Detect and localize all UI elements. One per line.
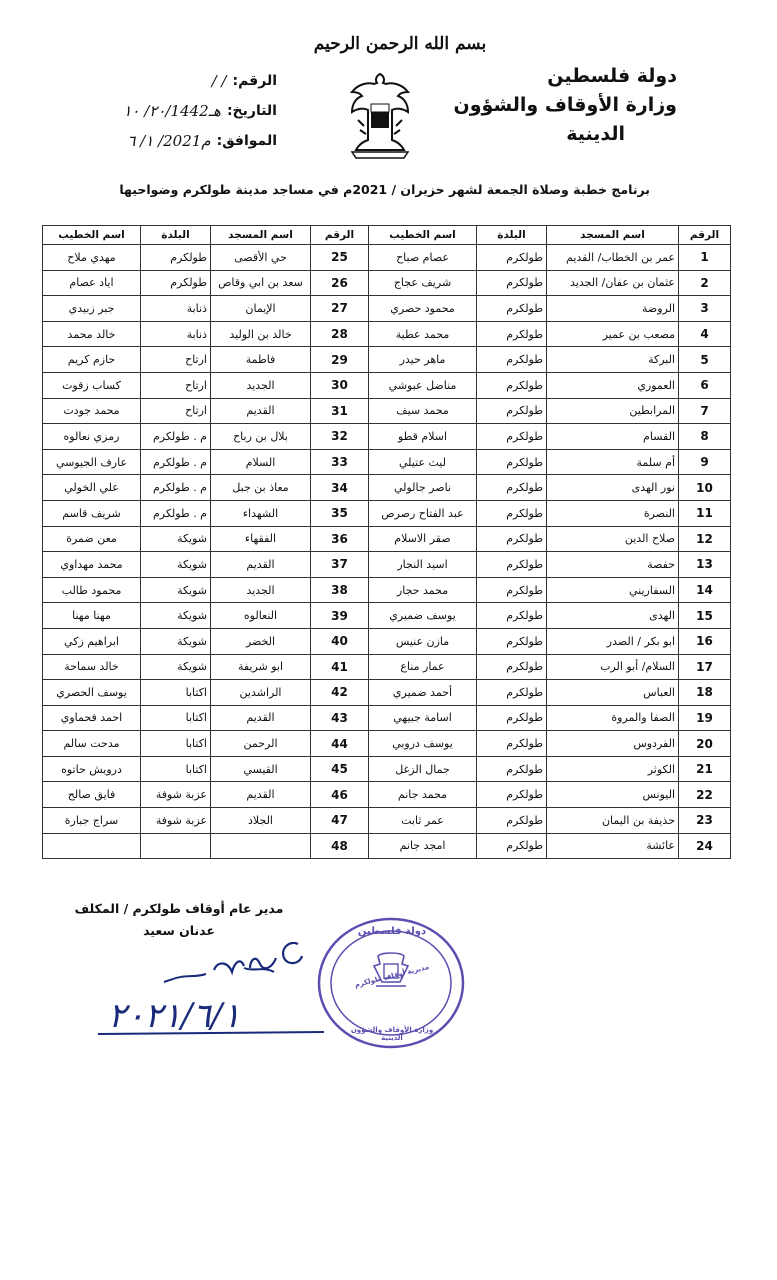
town-name: طولكرم bbox=[477, 782, 547, 808]
town-name: طولكرم bbox=[477, 321, 547, 347]
mosque-name: النعالوه bbox=[211, 603, 311, 629]
mosque-name: ابو بكر / الصدر bbox=[547, 628, 679, 654]
town-name: م . طولكرم bbox=[141, 475, 211, 501]
preacher-name: محمد عطية bbox=[369, 321, 477, 347]
preacher-name: ابراهيم زكي bbox=[43, 628, 141, 654]
town-name: م . طولكرم bbox=[141, 424, 211, 450]
town-name: طولكرم bbox=[477, 500, 547, 526]
preacher-name: فايق صالح bbox=[43, 782, 141, 808]
row-number: 45 bbox=[311, 756, 369, 782]
mosque-name: السلام/ أبو الرب bbox=[547, 654, 679, 680]
mosque-name: القسام bbox=[547, 424, 679, 450]
table-row bbox=[43, 731, 731, 757]
basmala: بسم الله الرحمن الرحيم bbox=[313, 34, 487, 54]
row-number: 6 bbox=[679, 372, 731, 398]
row-number: 48 bbox=[311, 833, 369, 859]
mosque-name: الروضة bbox=[547, 296, 679, 322]
row-number: 44 bbox=[311, 731, 369, 757]
preacher-name: احمد فحماوي bbox=[43, 705, 141, 731]
row-number: 19 bbox=[679, 705, 731, 731]
town-name: طولكرم bbox=[477, 577, 547, 603]
row-number: 21 bbox=[679, 756, 731, 782]
town-name: طولكرم bbox=[477, 449, 547, 475]
table-row bbox=[43, 628, 731, 654]
mosque-name: الصفا والمروة bbox=[547, 705, 679, 731]
signatory-name: عدنان سعيد bbox=[143, 923, 215, 938]
mosque-name: القديم bbox=[211, 398, 311, 424]
town-name: م . طولكرم bbox=[141, 449, 211, 475]
row-number: 43 bbox=[311, 705, 369, 731]
mosque-name: حي الأقصى bbox=[211, 245, 311, 271]
mosque-name: حذيفة بن اليمان bbox=[547, 808, 679, 834]
town-name: طولكرم bbox=[477, 372, 547, 398]
table-row bbox=[43, 321, 731, 347]
preacher-name: أحمد ضميري bbox=[369, 680, 477, 706]
row-number: 47 bbox=[311, 808, 369, 834]
row-number: 1 bbox=[679, 245, 731, 271]
town-name: طولكرم bbox=[477, 296, 547, 322]
preacher-name: يوسف دروبي bbox=[369, 731, 477, 757]
header-mosque: اسم المسجد bbox=[547, 226, 679, 245]
row-number: 40 bbox=[311, 628, 369, 654]
ministry-header bbox=[453, 62, 677, 149]
town-name: طولكرم bbox=[477, 270, 547, 296]
preacher-name: مازن عنيس bbox=[369, 628, 477, 654]
mosque-name: الجديد bbox=[211, 577, 311, 603]
table-row bbox=[43, 782, 731, 808]
preacher-name: محمد مهداوي bbox=[43, 552, 141, 578]
mosque-name: الإيمان bbox=[211, 296, 311, 322]
mosque-name: الراشدين bbox=[211, 680, 311, 706]
header-num: الرقم bbox=[679, 226, 731, 245]
row-number: 35 bbox=[311, 500, 369, 526]
mosque-name: الفقهاء bbox=[211, 526, 311, 552]
mosque-name: العباس bbox=[547, 680, 679, 706]
preacher-name: امجد جانم bbox=[369, 833, 477, 859]
preacher-name: جبر زبيدي bbox=[43, 296, 141, 322]
preacher-name: عبد الفتاح رصرص bbox=[369, 500, 477, 526]
table-row bbox=[43, 449, 731, 475]
town-name: طولكرم bbox=[477, 398, 547, 424]
preacher-name: حازم كريم bbox=[43, 347, 141, 373]
mosque-name: أم سلمة bbox=[547, 449, 679, 475]
header-preacher: اسم الخطيب bbox=[43, 226, 141, 245]
preacher-name: مناضل عبوشي bbox=[369, 372, 477, 398]
table-row bbox=[43, 526, 731, 552]
preacher-name: اسيد النجار bbox=[369, 552, 477, 578]
town-name: شويكة bbox=[141, 654, 211, 680]
preacher-name: مهنا مهنا bbox=[43, 603, 141, 629]
mosque-name: مصعب بن عمير bbox=[547, 321, 679, 347]
mosque-name: الجلاد bbox=[211, 808, 311, 834]
mosque-name: الشهداء bbox=[211, 500, 311, 526]
preacher-name: مدحت سالم bbox=[43, 731, 141, 757]
mosque-name: البركة bbox=[547, 347, 679, 373]
mosque-name: القيسي bbox=[211, 756, 311, 782]
preacher-name: يوسف ضميري bbox=[369, 603, 477, 629]
row-number: 11 bbox=[679, 500, 731, 526]
mosque-name: خالد بن الوليد bbox=[211, 321, 311, 347]
row-number: 42 bbox=[311, 680, 369, 706]
header-town: البلدة bbox=[141, 226, 211, 245]
row-number: 28 bbox=[311, 321, 369, 347]
town-name: اكتابا bbox=[141, 756, 211, 782]
mosque-name: عثمان بن عفان/ الجديد bbox=[547, 270, 679, 296]
preacher-name: عارف الجيوسي bbox=[43, 449, 141, 475]
mosque-name: الكوثر bbox=[547, 756, 679, 782]
mosque-name: المرابطين bbox=[547, 398, 679, 424]
preacher-name: عصام صباح bbox=[369, 245, 477, 271]
preacher-name: يوسف الحصري bbox=[43, 680, 141, 706]
preacher-name: علي الخولي bbox=[43, 475, 141, 501]
preacher-name: جمال الزغل bbox=[369, 756, 477, 782]
stamp-text-middle: مديرية أوقاف طولكرم bbox=[353, 962, 430, 990]
mosque-name: الجديد bbox=[211, 372, 311, 398]
table-row bbox=[43, 475, 731, 501]
ref-number-row bbox=[57, 66, 277, 96]
preacher-name: سراج جبارة bbox=[43, 808, 141, 834]
gregorian-date-label: الموافق: bbox=[216, 133, 277, 149]
mosque-name: عمر بن الخطاب/ القديم bbox=[547, 245, 679, 271]
town-name: طولكرم bbox=[477, 603, 547, 629]
header-num: الرقم bbox=[311, 226, 369, 245]
mosque-name: النصرة bbox=[547, 500, 679, 526]
town-name: طولكرم bbox=[141, 245, 211, 271]
town-name: اكتابا bbox=[141, 705, 211, 731]
town-name: طولكرم bbox=[477, 756, 547, 782]
row-number: 38 bbox=[311, 577, 369, 603]
town-name: طولكرم bbox=[477, 475, 547, 501]
town-name: شويكة bbox=[141, 526, 211, 552]
preacher-name: محمود حصري bbox=[369, 296, 477, 322]
row-number: 7 bbox=[679, 398, 731, 424]
preacher-name: محمد سيف bbox=[369, 398, 477, 424]
row-number: 36 bbox=[311, 526, 369, 552]
row-number: 17 bbox=[679, 654, 731, 680]
row-number: 18 bbox=[679, 680, 731, 706]
preacher-name: رمزي نعالوه bbox=[43, 424, 141, 450]
preacher-name: عمار مناع bbox=[369, 654, 477, 680]
mosque-name: القديم bbox=[211, 705, 311, 731]
town-name: طولكرم bbox=[477, 654, 547, 680]
town-name: عزبة شوفة bbox=[141, 782, 211, 808]
table-row bbox=[43, 603, 731, 629]
preacher-name: ليث عتيلي bbox=[369, 449, 477, 475]
mosque-name: نور الهدى bbox=[547, 475, 679, 501]
preacher-name: شريف قاسم bbox=[43, 500, 141, 526]
preacher-name: عمر ثابت bbox=[369, 808, 477, 834]
town-name: اكتابا bbox=[141, 680, 211, 706]
preacher-name: محمد جودت bbox=[43, 398, 141, 424]
document-title: برنامج خطبة وصلاة الجمعة لشهر حزيران / 2021م في مساجد مدينة طولكرم وضواحيها bbox=[119, 182, 650, 197]
row-number: 24 bbox=[679, 833, 731, 859]
town-name: طولكرم bbox=[477, 526, 547, 552]
ministry-name-line1: وزارة الأوقاف والشؤون bbox=[453, 94, 677, 116]
mosque-name: القديم bbox=[211, 552, 311, 578]
preacher-name: مهدي ملاح bbox=[43, 245, 141, 271]
header-preacher: اسم الخطيب bbox=[369, 226, 477, 245]
preacher-name: خالد محمد bbox=[43, 321, 141, 347]
row-number: 26 bbox=[311, 270, 369, 296]
table-row bbox=[43, 424, 731, 450]
row-number: 9 bbox=[679, 449, 731, 475]
row-number: 37 bbox=[311, 552, 369, 578]
hijri-date-row bbox=[57, 96, 277, 126]
mosque-name: حفصة bbox=[547, 552, 679, 578]
state-name: دولة فلسطين bbox=[547, 65, 677, 87]
preacher-name: محمود طالب bbox=[43, 577, 141, 603]
eagle-emblem-icon bbox=[346, 70, 414, 162]
hijri-date-label: التاريخ: bbox=[226, 103, 277, 119]
preacher-name: محمد حجار bbox=[369, 577, 477, 603]
preacher-name: صقر الاسلام bbox=[369, 526, 477, 552]
preacher-name: درويش حاتوه bbox=[43, 756, 141, 782]
town-name: ارتاح bbox=[141, 347, 211, 373]
mosque-name: فاطمة bbox=[211, 347, 311, 373]
preacher-name: اسامة جبيهي bbox=[369, 705, 477, 731]
table-row bbox=[43, 245, 731, 271]
row-number: 4 bbox=[679, 321, 731, 347]
mosque-name: صلاح الدين bbox=[547, 526, 679, 552]
table-row bbox=[43, 833, 731, 859]
table-row bbox=[43, 756, 731, 782]
table-row bbox=[43, 270, 731, 296]
town-name: طولكرم bbox=[141, 270, 211, 296]
town-name: ارتاح bbox=[141, 372, 211, 398]
mosque-name: سعد بن ابي وقاص bbox=[211, 270, 311, 296]
mosque-name: السفاريني bbox=[547, 577, 679, 603]
town-name: اكتابا bbox=[141, 731, 211, 757]
mosque-name: الخضر bbox=[211, 628, 311, 654]
row-number: 32 bbox=[311, 424, 369, 450]
row-number: 46 bbox=[311, 782, 369, 808]
town-name: ذنابة bbox=[141, 321, 211, 347]
schedule-table bbox=[42, 225, 731, 859]
town-name: شويكة bbox=[141, 603, 211, 629]
row-number: 27 bbox=[311, 296, 369, 322]
table-row bbox=[43, 552, 731, 578]
table-row bbox=[43, 398, 731, 424]
row-number: 3 bbox=[679, 296, 731, 322]
town-name: ارتاح bbox=[141, 398, 211, 424]
header-town: البلدة bbox=[477, 226, 547, 245]
mosque-name: الرحمن bbox=[211, 731, 311, 757]
row-number: 34 bbox=[311, 475, 369, 501]
table-row bbox=[43, 705, 731, 731]
row-number: 12 bbox=[679, 526, 731, 552]
table-row bbox=[43, 347, 731, 373]
handwritten-date: ٢٠٢١/٦/١ bbox=[108, 996, 241, 1036]
mosque-name: عائشة bbox=[547, 833, 679, 859]
town-name: عزبة شوفة bbox=[141, 808, 211, 834]
row-number: 39 bbox=[311, 603, 369, 629]
signature-block bbox=[59, 898, 299, 942]
mosque-name: اليونس bbox=[547, 782, 679, 808]
town-name: م . طولكرم bbox=[141, 500, 211, 526]
table-row bbox=[43, 654, 731, 680]
ref-number-value: / / bbox=[211, 72, 227, 90]
mosque-name: ابو شريفة bbox=[211, 654, 311, 680]
preacher-name: معن ضمرة bbox=[43, 526, 141, 552]
row-number: 8 bbox=[679, 424, 731, 450]
preacher-name: محمد جانم bbox=[369, 782, 477, 808]
ref-number-label: الرقم: bbox=[232, 73, 277, 89]
mosque-name: السلام bbox=[211, 449, 311, 475]
row-number: 14 bbox=[679, 577, 731, 603]
mosque-name: القديم bbox=[211, 782, 311, 808]
row-number: 30 bbox=[311, 372, 369, 398]
preacher-name: كساب زقوت bbox=[43, 372, 141, 398]
row-number: 13 bbox=[679, 552, 731, 578]
town-name bbox=[141, 833, 211, 859]
town-name: طولكرم bbox=[477, 245, 547, 271]
town-name: طولكرم bbox=[477, 833, 547, 859]
row-number: 10 bbox=[679, 475, 731, 501]
mosque-name: الهدى bbox=[547, 603, 679, 629]
stamp-text-bottom: وزارة الأوقاف والشؤون الدينية bbox=[350, 1026, 434, 1042]
row-number: 31 bbox=[311, 398, 369, 424]
table-row bbox=[43, 372, 731, 398]
reference-block bbox=[57, 66, 277, 156]
preacher-name: اياد عصام bbox=[43, 270, 141, 296]
row-number: 16 bbox=[679, 628, 731, 654]
table-row bbox=[43, 808, 731, 834]
stamp-text-top: دولة فلسطين bbox=[357, 926, 427, 937]
preacher-name: خالد سماحة bbox=[43, 654, 141, 680]
town-name: طولكرم bbox=[477, 424, 547, 450]
town-name: شويكة bbox=[141, 552, 211, 578]
row-number: 41 bbox=[311, 654, 369, 680]
row-number: 15 bbox=[679, 603, 731, 629]
signatory-title: مدير عام أوقاف طولكرم / المكلف bbox=[74, 901, 284, 916]
mosque-name: العموري bbox=[547, 372, 679, 398]
row-number: 25 bbox=[311, 245, 369, 271]
town-name: شويكة bbox=[141, 577, 211, 603]
mosque-name: الفردوس bbox=[547, 731, 679, 757]
hijri-date-value: ٢٠/ ١٠/1442هـ bbox=[123, 102, 221, 120]
header-mosque: اسم المسجد bbox=[211, 226, 311, 245]
row-number: 2 bbox=[679, 270, 731, 296]
ministry-name-line2: الدينية bbox=[566, 123, 625, 145]
preacher-name bbox=[43, 833, 141, 859]
town-name: طولكرم bbox=[477, 808, 547, 834]
preacher-name: اسلام قطو bbox=[369, 424, 477, 450]
town-name: طولكرم bbox=[477, 628, 547, 654]
table-row bbox=[43, 500, 731, 526]
preacher-name: شريف عجاج bbox=[369, 270, 477, 296]
town-name: طولكرم bbox=[477, 731, 547, 757]
preacher-name: ماهر حيدر bbox=[369, 347, 477, 373]
town-name: طولكرم bbox=[477, 552, 547, 578]
mosque-name: بلال بن رباح bbox=[211, 424, 311, 450]
gregorian-date-row bbox=[57, 126, 277, 156]
row-number: 20 bbox=[679, 731, 731, 757]
gregorian-date-value: ١/ ٦ /2021م bbox=[127, 132, 211, 150]
table-row bbox=[43, 680, 731, 706]
town-name: ذنابة bbox=[141, 296, 211, 322]
town-name: طولكرم bbox=[477, 347, 547, 373]
table-header-row bbox=[43, 226, 731, 245]
table-row bbox=[43, 577, 731, 603]
mosque-name bbox=[211, 833, 311, 859]
row-number: 22 bbox=[679, 782, 731, 808]
row-number: 29 bbox=[311, 347, 369, 373]
mosque-name: معاذ بن جبل bbox=[211, 475, 311, 501]
preacher-name: ناصر جالولي bbox=[369, 475, 477, 501]
row-number: 33 bbox=[311, 449, 369, 475]
town-name: طولكرم bbox=[477, 680, 547, 706]
town-name: شويكة bbox=[141, 628, 211, 654]
town-name: طولكرم bbox=[477, 705, 547, 731]
row-number: 5 bbox=[679, 347, 731, 373]
table-row bbox=[43, 296, 731, 322]
row-number: 23 bbox=[679, 808, 731, 834]
